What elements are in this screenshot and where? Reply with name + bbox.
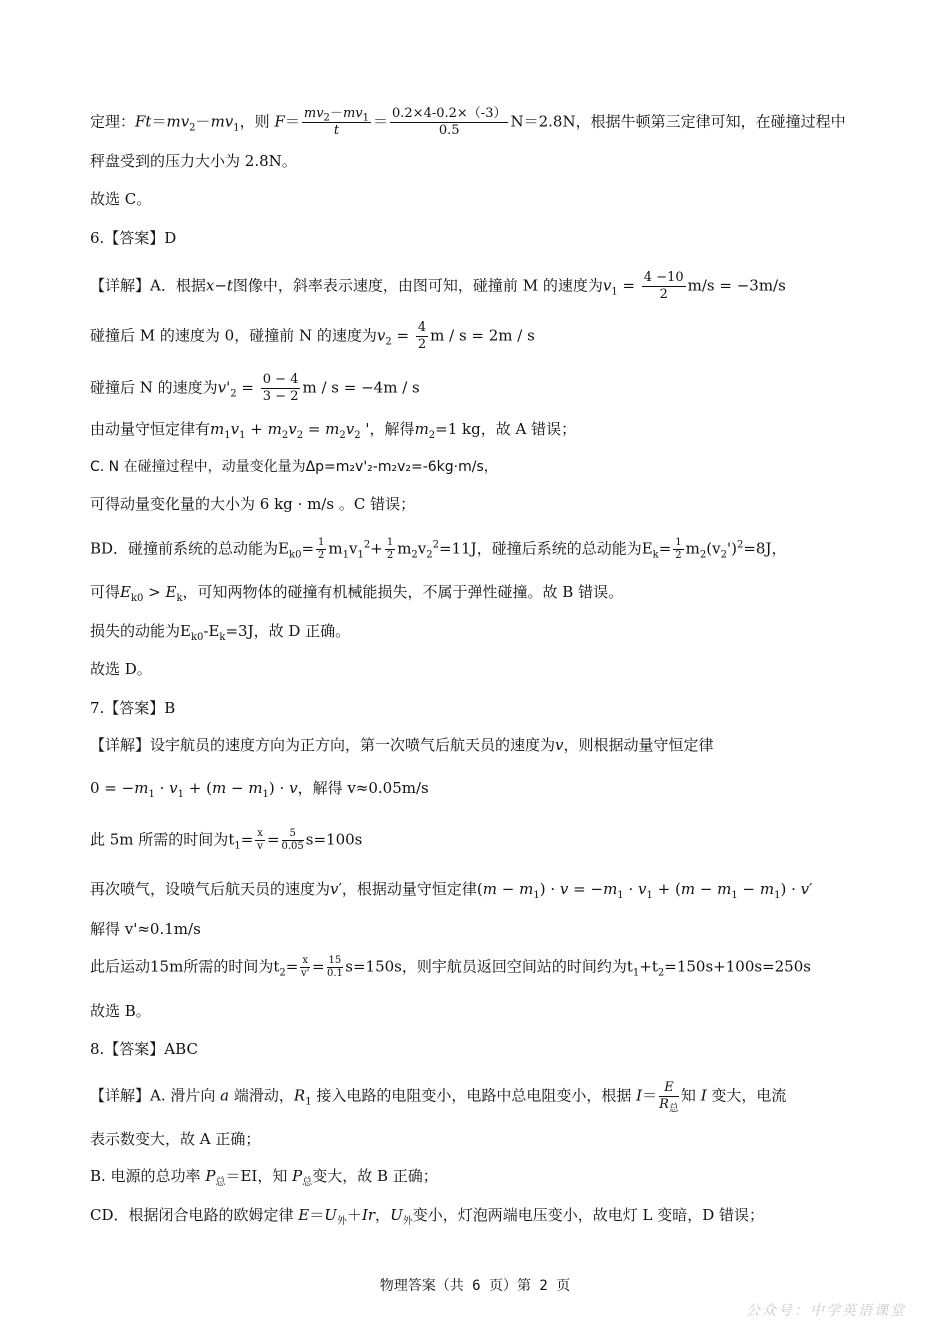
text-line: 此后运动15m所需的时间为$t_2=$ $\frac{x}{v'}$ = $\frac{15}{0.1}$ s=150s，则宇航员返回空间站的时间约为$t_1+t_2=150s+100s=250s$ [90, 955, 811, 979]
text-line: 可得$E_{k0} > E_k$，可知两物体的碰撞有机械能损失，不属于弹性碰撞。故 B 错误。 [90, 583, 624, 604]
answer-heading: 8.【答案】ABC [90, 1040, 198, 1058]
text-line: 此 5m 所需的时间为$t_1=$ $\frac{x}{v}$ = $\frac{5}{0.05}$ s=100s [90, 828, 363, 852]
text-line: $0 = -m_1 \cdot v_1 + (m - m_1) \cdot v$，解得 v≈0.05m/s [90, 779, 429, 800]
text-line: 【详解】A．根据x−t图像中，斜率表示速度，由图可知，碰撞前 M 的速度为$v_1$ = $\frac{4 -10}{2}$ m/s = −3m/s [90, 270, 786, 302]
text-line: 【详解】设宇航员的速度方向为正方向，第一次喷气后航天员的速度为v，则根据动量守恒定律 [90, 736, 714, 754]
page-footer: 物理答案（共 6 页）第 2 页 [379, 1278, 571, 1294]
text-line: 解得 v'≈0.1m/s [90, 920, 201, 938]
formula-fraction: $\frac{E}{R_总}$ [659, 1080, 679, 1115]
watermark: 公众号：中学英语课堂 [746, 1303, 906, 1319]
text-line: 故选 C。 [90, 190, 152, 208]
answer-heading: 6.【答案】D [90, 229, 177, 247]
formula-fraction: $\frac{0 - 4}{3 - 2}$ [262, 372, 299, 404]
formula-fraction: $\frac{4 -10}{2}$ [643, 270, 684, 302]
text-line: 表示数变大，故 A 正确； [90, 1130, 261, 1148]
formula-fraction: $\frac{mv_2-mv_1}{t}$ [303, 106, 369, 138]
text-line: 再次喷气，设喷气后航天员的速度为v′，根据动量守恒定律$(m - m_1) \cdot v = -m_1 \cdot v_1 + (m - m_1 - m_1) \cdot v'$ [90, 880, 813, 901]
text-line: C. N 在碰撞过程中，动量变化量为Δp=m₂v'₂-m₂v₂=-6kg·m/s， [90, 459, 498, 475]
text-line: 定理：$Ft=mv_2-mv_1$，则 F＝ $\frac{mv_2-mv_1}{t}$ ＝ $\frac{0.2\times 4-0.2\times(-3)}{0.5}$ N＝2.8N，根据牛顿第三定律可知，在碰撞过程中 [90, 106, 846, 138]
text-line: 由动量守恒定律有$m_1v_1 + m_2v_2 = m_2v_2$ '，解得$m_2=1$ kg，故 A 错误； [90, 420, 577, 441]
text-line: 碰撞后 M 的速度为 0，碰撞前 N 的速度为$v_2$ = $\frac{4}{2}$ m / s = 2m / s [90, 320, 535, 352]
formula-fraction: $\frac{4}{2}$ [417, 320, 427, 352]
text-line: 碰撞后 N 的速度为$v'_2$ = $\frac{0 - 4}{3 - 2}$ m / s = −4m / s [90, 372, 420, 404]
text-line: 故选 B。 [90, 1002, 151, 1020]
text-line: 可得动量变化量的大小为 6 kg · m/s 。C 错误； [90, 495, 416, 513]
text-line: 损失的动能为$E_{k0}-E_k=3J$，故 D 正确。 [90, 622, 351, 643]
text-line: CD．根据闭合电路的欧姆定律 $E=U_外+Ir$，$U_外$变小，灯泡两端电压变小，故电灯 L 变暗，D 错误； [90, 1206, 765, 1227]
text-line: 秤盘受到的压力大小为 2.8N。 [90, 152, 297, 170]
text-line: 【详解】A. 滑片向 a 端滑动，$R_1$ 接入电路的电阻变小，电路中总电阻变小，根据 I＝ $\frac{E}{R_总}$ 知 I 变大，电流 [90, 1080, 787, 1115]
text-line: 故选 D。 [90, 660, 152, 678]
text-line: B. 电源的总功率 $P_总=EI$，知 $P_总$变大，故 B 正确； [90, 1167, 438, 1188]
formula-fraction: $\frac{0.2\times 4-0.2\times(-3)}{0.5}$ [392, 106, 507, 138]
answer-heading: 7.【答案】B [90, 699, 176, 717]
text-line: BD．碰撞前系统的总动能为$E_{k0}=$ $\frac{1}{2}$ $m_1v_1^2+$ $\frac{1}{2}$ $m_2v_2^2=11J$，碰撞后系统的总动能为$E_k=$ $\frac{1}{2}$ $m_2(v_2')^2=8J$， [90, 537, 787, 561]
